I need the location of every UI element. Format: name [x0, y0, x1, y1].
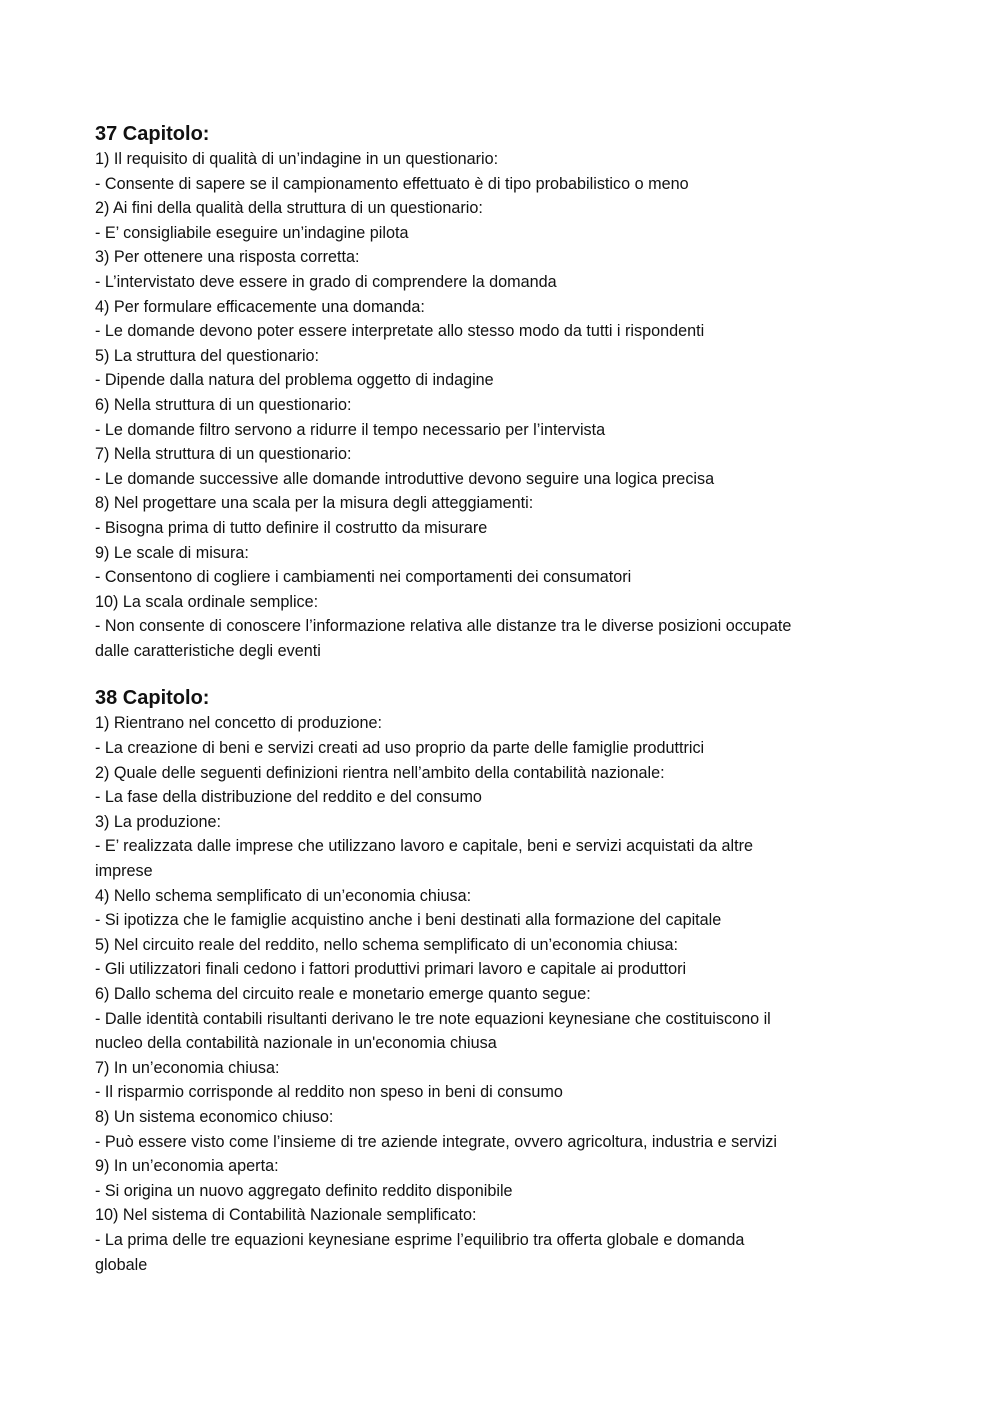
answer-line: - Gli utilizzatori finali cedono i fattori produttivi primari lavoro e capitale ai produttori — [95, 960, 687, 979]
answer-line: - Bisogna prima di tutto definire il costrutto da misurare — [95, 518, 488, 537]
answer-line: - E’ consigliabile eseguire un’indagine pilota — [95, 223, 409, 242]
answer-line: - Consente di sapere se il campionamento effettuato è di tipo probabilistico o meno — [95, 174, 689, 193]
answer-continuation-line: globale — [95, 1255, 148, 1274]
answer-line: - Si origina un nuovo aggregato definito reddito disponibile — [95, 1181, 513, 1200]
answer-line: - La creazione di beni e servizi creati ad uso proprio da parte delle famiglie produttrici — [95, 739, 705, 758]
chapter-lines — [95, 147, 905, 663]
question-line: 2) Ai fini della qualità della struttura di un questionario: — [95, 199, 483, 218]
question-line: 8) Un sistema economico chiuso: — [95, 1107, 334, 1126]
question-line: 2) Quale delle seguenti definizioni rientra nell’ambito della contabilità nazionale: — [95, 763, 665, 782]
answer-continuation-line: dalle caratteristiche degli eventi — [95, 641, 321, 660]
answer-line: - E’ realizzata dalle imprese che utilizzano lavoro e capitale, beni e servizi acquistati da altre — [95, 837, 754, 856]
answer-line: - Le domande successive alle domande introduttive devono seguire una logica precisa — [95, 469, 715, 488]
answer-line: - La prima delle tre equazioni keynesiane esprime l’equilibrio tra offerta globale e domanda — [95, 1230, 745, 1249]
question-line: 8) Nel progettare una scala per la misura degli atteggiamenti: — [95, 494, 534, 513]
question-line: 3) Per ottenere una risposta corretta: — [95, 248, 360, 267]
question-line: 6) Nella struttura di un questionario: — [95, 395, 352, 414]
question-line: 4) Per formulare efficacemente una domanda: — [95, 297, 425, 316]
question-line: 9) Le scale di misura: — [95, 543, 249, 562]
answer-line: - Il risparmio corrisponde al reddito non speso in beni di consumo — [95, 1083, 563, 1102]
answer-line: - Consentono di cogliere i cambiamenti nei comportamenti dei consumatori — [95, 568, 632, 587]
question-line: 7) In un’economia chiusa: — [95, 1058, 280, 1077]
answer-line: - L’intervistato deve essere in grado di comprendere la domanda — [95, 272, 557, 291]
answer-continuation-line: nucleo della contabilità nazionale in un'economia chiusa — [95, 1034, 497, 1053]
answer-line: - Dalle identità contabili risultanti derivano le tre note equazioni keynesiane che costituiscono il — [95, 1009, 771, 1028]
question-line: 5) Nel circuito reale del reddito, nello schema semplificato di un’economia chiusa: — [95, 935, 679, 954]
answer-line: - Si ipotizza che le famiglie acquistino anche i beni destinati alla formazione del capitale — [95, 911, 722, 930]
question-line: 3) La produzione: — [95, 812, 221, 831]
question-line: 10) Nel sistema di Contabilità Nazionale semplificato: — [95, 1206, 477, 1225]
question-line: 5) La struttura del questionario: — [95, 346, 320, 365]
answer-line: - Non consente di conoscere l’informazione relativa alle distanze tra le diverse posizioni occupate — [95, 617, 792, 636]
chapter-title: 38 Capitolo: — [95, 687, 210, 710]
chapter-38 — [95, 685, 905, 1277]
question-line: 1) Rientrano nel concetto di produzione: — [95, 714, 383, 733]
answer-continuation-line: imprese — [95, 862, 153, 881]
question-line: 4) Nello schema semplificato di un’economia chiusa: — [95, 886, 472, 905]
chapter-lines — [95, 711, 905, 1277]
answer-line: - Le domande devono poter essere interpretate allo stesso modo da tutti i rispondenti — [95, 322, 705, 341]
chapter-title: 37 Capitolo: — [95, 123, 210, 145]
answer-line: - Le domande filtro servono a ridurre il tempo necessario per l’intervista — [95, 420, 606, 439]
chapter-37 — [95, 121, 905, 663]
question-line: 9) In un’economia aperta: — [95, 1157, 279, 1176]
question-line: 6) Dallo schema del circuito reale e monetario emerge quanto segue: — [95, 985, 591, 1003]
answer-line: - Dipende dalla natura del problema oggetto di indagine — [95, 371, 494, 390]
answer-line: - Può essere visto come l’insieme di tre aziende integrate, ovvero agricoltura, industria e servizi — [95, 1132, 777, 1151]
question-line: 1) Il requisito di qualità di un’indagine in un questionario: — [95, 150, 499, 168]
document-page — [95, 121, 905, 1277]
question-line: 10) La scala ordinale semplice: — [95, 592, 319, 611]
question-line: 7) Nella struttura di un questionario: — [95, 445, 352, 464]
answer-line: - La fase della distribuzione del reddito e del consumo — [95, 788, 482, 807]
